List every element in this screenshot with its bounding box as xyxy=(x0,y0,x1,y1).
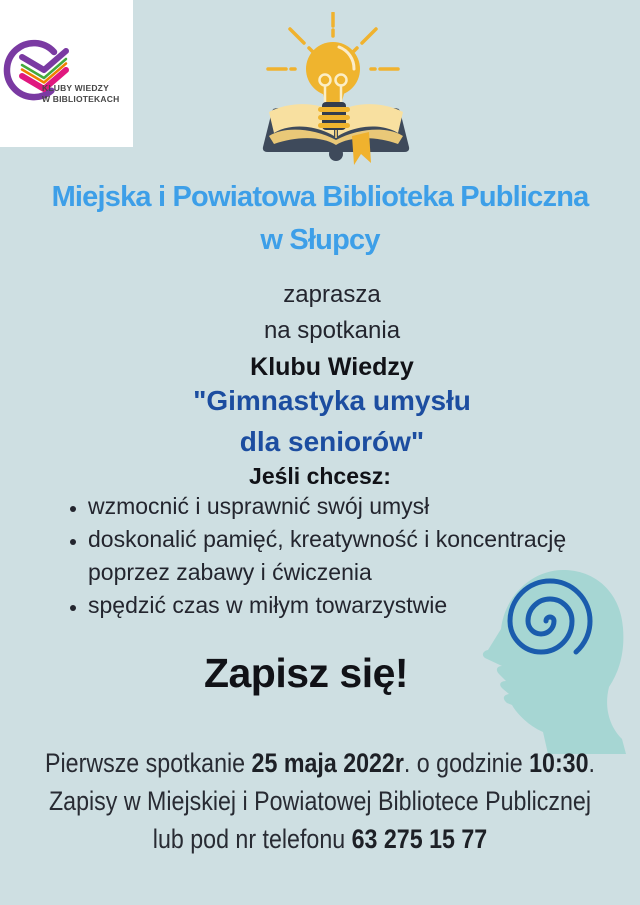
footer-details xyxy=(0,744,640,858)
benefit-item: • doskonalić pamięć, kreatywność i koncentrację poprzez zabawy i ćwiczenia xyxy=(88,523,610,589)
benefit-item: • spędzić czas w miłym towarzystwie xyxy=(88,589,610,622)
footer-line3 xyxy=(45,820,595,858)
benefit-item: • wzmocnić i usprawnić swój umysł xyxy=(88,490,610,523)
program-title-line1: "Gimnastyka umysłu xyxy=(193,385,471,416)
footer-line1 xyxy=(45,744,595,782)
intro-line2: na spotkania xyxy=(263,317,401,344)
program-title-line2: dla seniorów" xyxy=(239,426,425,457)
kluby-wiedzy-logo-icon xyxy=(0,0,133,147)
program-title xyxy=(26,380,638,462)
library-title-line1: Miejska i Powiatowa Biblioteka Publiczna xyxy=(51,181,589,213)
meeting-date: 25 maja 2022r xyxy=(251,748,404,778)
intro-text xyxy=(26,277,638,385)
benefits-heading: Jeśli chcesz: xyxy=(249,463,391,489)
footer-line1-mid: . o godzinie xyxy=(403,748,530,778)
footer-line2: Zapisy w Miejskiej i Powiatowej Bibliotece Publicznej xyxy=(48,786,592,816)
logo-kluby-wiedzy xyxy=(0,0,133,147)
library-title-line2: w Słupcy xyxy=(260,224,380,256)
intro-line1: zaprasza xyxy=(283,281,381,308)
logo-text xyxy=(42,83,119,104)
club-name: Klubu Wiedzy xyxy=(250,353,414,381)
footer-line1-prefix: Pierwsze spotkanie xyxy=(45,748,252,778)
logo-text-line1: KLUBY WIEDZY xyxy=(42,83,109,93)
head-spiral-illustration xyxy=(472,558,630,754)
phone-number: 63 275 15 77 xyxy=(351,824,488,854)
book-lightbulb-illustration xyxy=(238,12,438,170)
footer-line1-suffix: . xyxy=(588,748,595,778)
meeting-time: 10:30 xyxy=(529,748,589,778)
logo-text-line2: W BIBLIOTEKACH xyxy=(42,93,120,104)
footer-line3-prefix: lub pod nr telefonu xyxy=(152,824,352,854)
library-title xyxy=(0,176,640,262)
signup-call-to-action: Zapisz się! xyxy=(203,650,409,696)
